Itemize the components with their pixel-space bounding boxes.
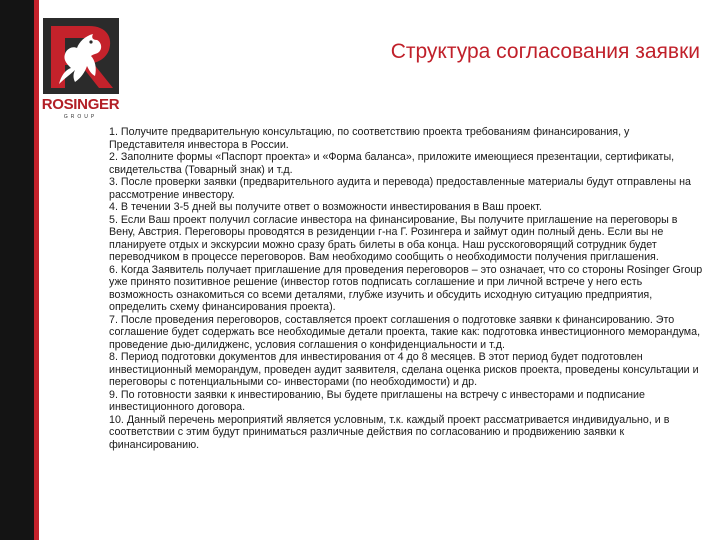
logo-name: ROSINGER bbox=[41, 96, 120, 113]
step-item: 6. Когда Заявитель получает приглашение для проведения переговоров – это означает, что со стороны Rosinger Group уже принято позитивное решение (инвестор готов подписать соглашение и при личной встрече у него есть возможность ознакомиться со всеми деталями, глубже изучить и обсудить исходную ситуацию предприятия, определить схему финансирования проекта). bbox=[109, 263, 703, 313]
step-item: 7. После проведения переговоров, составляется проект соглашения о подготовке заявки к финансированию. Это соглашение будет содержать все необходимые детали проекта, такие как: подготовка инвестиционного меморандума, проведение дью-дилидженс, условия соглашения о конфиденциальности и т.д. bbox=[109, 313, 701, 351]
step-item: 3. После проверки заявки (предварительного аудита и перевода) предоставленные материалы будут отправлены на рассмотрение инвестору. bbox=[109, 176, 691, 201]
step-item: 2. Заполните формы «Паспорт проекта» и «Форма баланса», приложите имеющиеся презентации, сертификаты, свидетельства (Товарный знак) и т.д. bbox=[109, 151, 675, 176]
horse-logo-icon bbox=[43, 18, 119, 94]
rosinger-logo bbox=[39, 18, 122, 122]
step-item: 5. Если Ваш проект получил согласие инвестора на финансирование, Вы получите приглашение на переговоры в Вену, Австрия. Переговоры проводятся в резиденции г-на Г. Розингера и займут один полный день. Если вы не планируете отдых и экскурсии можно сразу брать билеты в оба конца. Наш русскоговорящий сотрудник будет переводчиком в процессе переговоров. Вам необходимо сообщить о необходимости получения приглашения. bbox=[109, 213, 678, 263]
steps-list bbox=[109, 126, 704, 451]
left-dark-bar bbox=[0, 0, 34, 540]
step-item: 4. В течении 3-5 дней вы получите ответ о возможности инвестирования в Ваш проект. bbox=[109, 201, 542, 213]
step-item: 1. Получите предварительную консультацию, по соответствию проекта требованиям финансирования, у Представителя инвестора в России. bbox=[109, 126, 630, 151]
step-item: 9. По готовности заявки к инвестированию, Вы будете приглашены на встречу с инвесторами и подписание инвестиционного договора. bbox=[109, 388, 645, 413]
step-item: 10. Данный перечень мероприятий является условным, т.к. каждый проект рассматривается индивидуально, и в соответствии с этим будут приниматься различные действия по согласованию и продвижению заявки к финансированию. bbox=[109, 413, 670, 451]
logo-subtitle: GROUP bbox=[63, 114, 98, 120]
page-title: Структура согласования заявки bbox=[390, 40, 700, 63]
step-item: 8. Период подготовки документов для инвестирования от 4 до 8 месяцев. В этот период будет подготовлен инвестиционный меморандум, проведен аудит заявителя, сделана оценка рисков проекта, проведены консультации и переговоры с потенциальными со- инвесторами (по необходимости) и др. bbox=[109, 351, 699, 388]
